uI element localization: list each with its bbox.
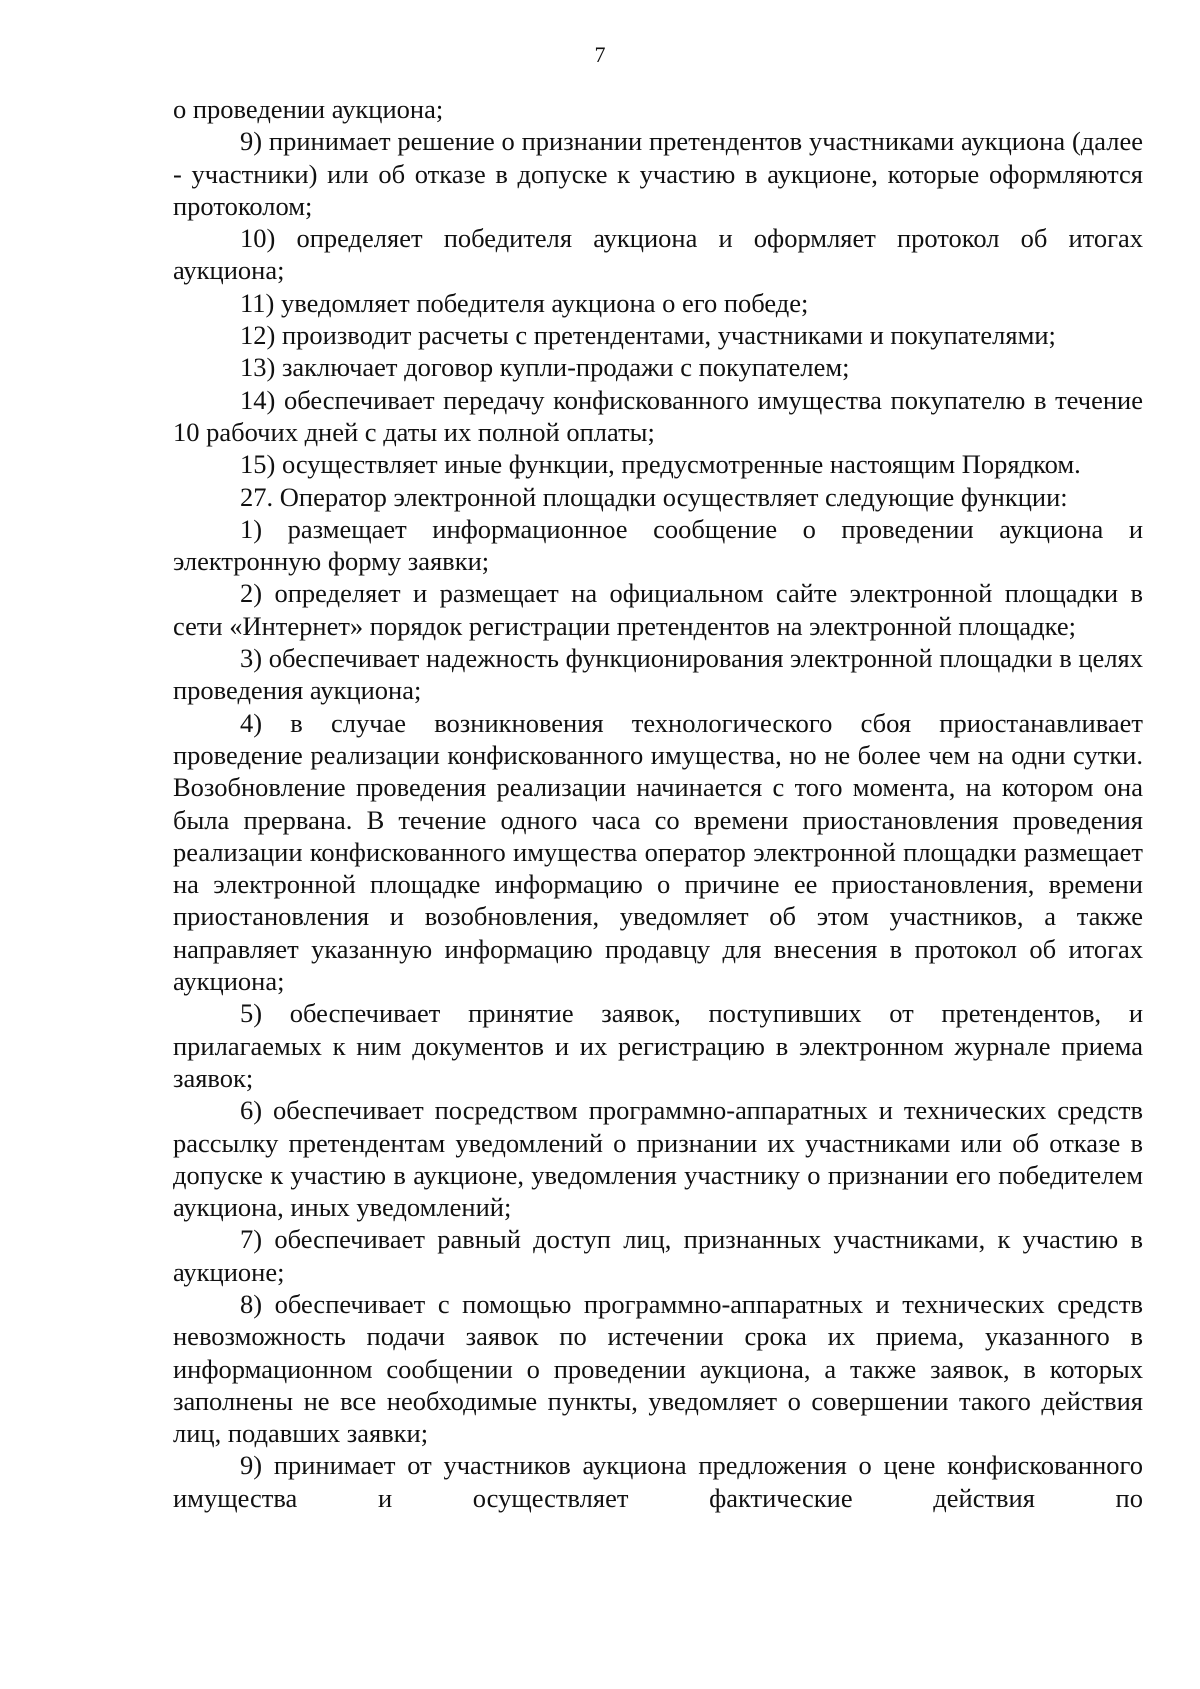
paragraph: 27. Оператор электронной площадки осуществляет следующие функции: bbox=[240, 481, 1068, 512]
paragraph: 4) в случае возникновения технологического сбоя приостанавливает проведение реализации конфискованного имущества, но не более чем на одни сутки. Возобновление проведения реализации начинается с того момента, на котором она была прервана. В течение одного часа со времени приостановления проведения реализации конфискованного имущества оператор электронной площадки размещает на электронной площадке информацию о причине ее приостановления, времени приостановления и возобновления, уведомляет об этом участников, а также направляет указанную информацию продавцу для внесения в протокол об итогах аукциона; bbox=[173, 707, 1143, 997]
paragraph: 12) производит расчеты с претендентами, участниками и покупателями; bbox=[240, 320, 1056, 351]
paragraph: 3) обеспечивает надежность функционирования электронной площадки в целях проведения аукциона; bbox=[173, 643, 1143, 706]
paragraph: 14) обеспечивает передачу конфискованного имущества покупателю в течение 10 рабочих дней с даты их полной оплаты; bbox=[173, 384, 1143, 447]
paragraph: 7) обеспечивает равный доступ лиц, признанных участниками, к участию в аукционе; bbox=[173, 1224, 1143, 1287]
paragraph: 5) обеспечивает принятие заявок, поступивших от претендентов, и прилагаемых к ним документов и их регистрацию в электронном журнале приема заявок; bbox=[173, 998, 1143, 1093]
paragraph: 8) обеспечивает с помощью программно-аппаратных и технических средств невозможность подачи заявок по истечении срока их приема, указанного в информационном сообщении о проведении аукциона, а также заявок, в которых заполнены не все необходимые пункты, уведомляет о совершении такого действия лиц, подавших заявки; bbox=[173, 1288, 1143, 1449]
page-number: 7 bbox=[594, 42, 606, 67]
paragraph: 15) осуществляет иные функции, предусмотренные настоящим Порядком. bbox=[240, 449, 1081, 480]
paragraph: 9) принимает от участников аукциона предложения о цене конфискованного имущества и осуществляет фактические действия по bbox=[173, 1450, 1143, 1513]
paragraph: 11) уведомляет победителя аукциона о его победе; bbox=[240, 287, 809, 318]
document-body bbox=[173, 93, 1143, 1514]
paragraph: 10) определяет победителя аукциона и оформляет протокол об итогах аукциона; bbox=[173, 223, 1143, 286]
paragraph: 1) размещает информационное сообщение о проведении аукциона и электронную форму заявки; bbox=[173, 513, 1143, 577]
paragraph: о проведении аукциона; bbox=[173, 94, 444, 124]
paragraph: 13) заключает договор купли-продажи с покупателем; bbox=[240, 352, 850, 383]
paragraph: 2) определяет и размещает на официальном сайте электронной площадки в сети «Интернет» порядок регистрации претендентов на электронной площадке; bbox=[173, 578, 1143, 641]
paragraph: 9) принимает решение о признании претендентов участниками аукциона (далее - участники) или об отказе в допуске к участию в аукционе, которые оформляются протоколом; bbox=[173, 126, 1143, 221]
paragraph: 6) обеспечивает посредством программно-аппаратных и технических средств рассылку претендентам уведомлений о признании их участниками или об отказе в допуске к участию в аукционе, уведомления участнику о признании его победителем аукциона, иных уведомлений; bbox=[173, 1095, 1143, 1223]
